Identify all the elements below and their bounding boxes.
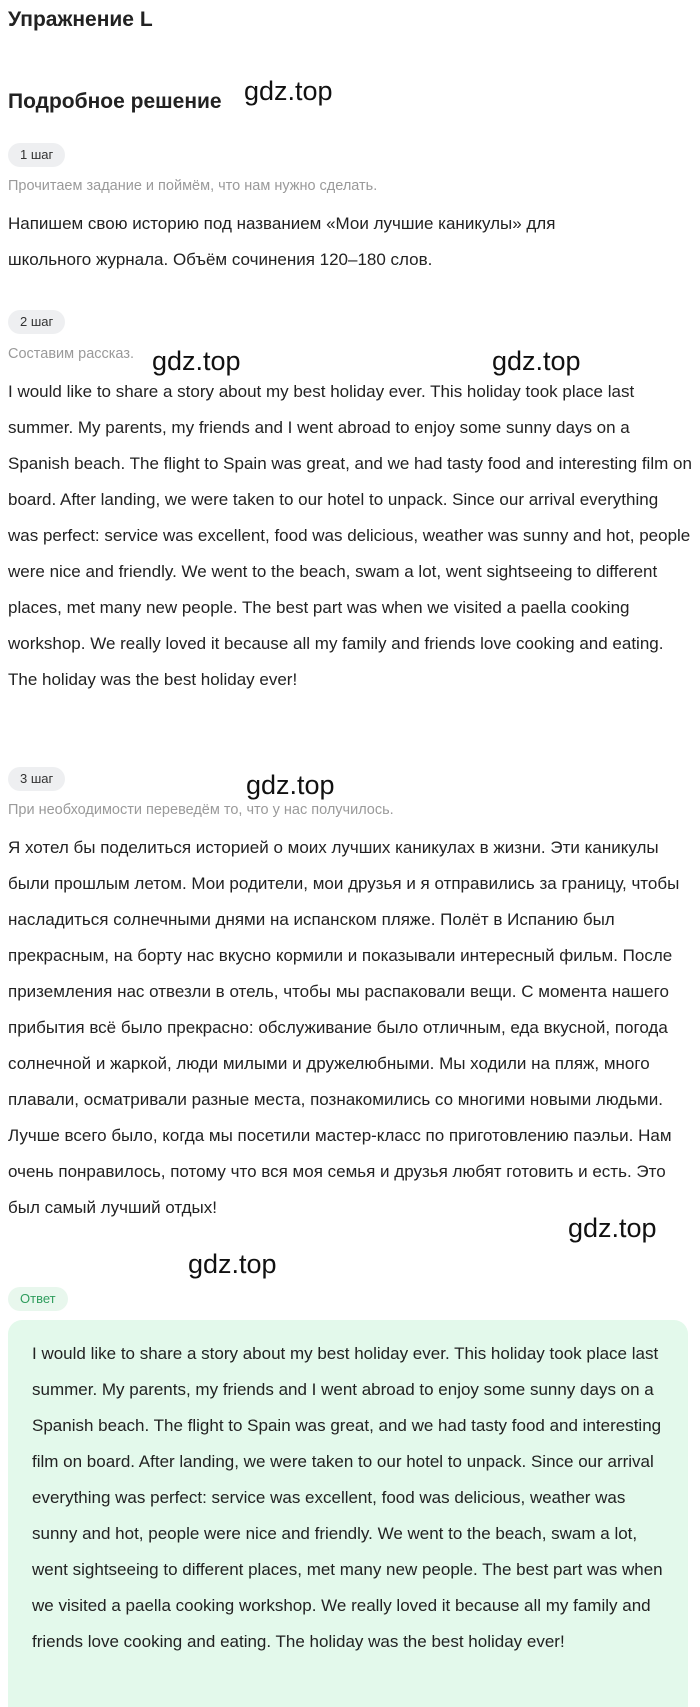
watermark: gdz.top [246, 770, 335, 800]
answer-badge: Ответ [8, 1287, 68, 1311]
step-3-badge: 3 шаг [8, 767, 65, 791]
step-3-hint: При необходимости переведём то, что у нас получилось. [8, 802, 394, 818]
step-1-hint: Прочитаем задание и поймём, что нам нужно сделать. [8, 178, 378, 194]
watermark: gdz.top [244, 76, 333, 106]
step-3-text: Я хотел бы поделиться историей о моих лучших каникулах в жизни. Эти каникулы были прошлым летом. Мои родители, мои друзья и я отправились за границу, чтобы насладиться солнечными днями на испанском пляже. Полёт в Испанию был прекрасным, на борту нас вкусно кормили и показывали интересный фильм. После приземления нас отвезли в отель, чтобы мы распаковали вещи. С момента нашего прибытия всё было прекрасно: обслуживание было отличным, еда вкусной, погода солнечной и жаркой, люди милыми и дружелюбными. Мы ходили на пляж, много плавали, осматривали разные места, познакомились со многими новыми людьми. Лучше всего было, когда мы посетили мастер-класс по приготовлению паэльи. Нам очень понравилось, потому что вся моя семья и друзья любят готовить и есть. Это был самый лучший отдых! [8, 838, 680, 1217]
step-1-text: Напишем свою историю под названием «Мои лучшие каникулы» для школьного журнала. Объём сочинения 120–180 слов. [8, 214, 556, 269]
step-2-badge: 2 шаг [8, 310, 65, 334]
answer-text: I would like to share a story about my best holiday ever. This holiday took place last summer. My parents, my friends and I went abroad to enjoy some sunny days on a Spanish beach. The flight to Spain was great, and we had tasty food and interesting film on board. After landing, we were taken to our hotel to unpack. Since our arrival everything was perfect: service was excellent, food was delicious, weather was sunny and hot, people were nice and friendly. We went to the beach, swam a lot, went sightseeing to different places, met many new people. The best part was when we visited a paella cooking workshop. We really loved it because all my family and friends love cooking and eating. The holiday was the best holiday ever! [32, 1344, 663, 1651]
watermark: gdz.top [152, 346, 241, 376]
step-2-text: I would like to share a story about my best holiday ever. This holiday took place last summer. My parents, my friends and I went abroad to enjoy some sunny days on a Spanish beach. The flight to Spain was great, and we had tasty food and interesting film on board. After landing, we were taken to our hotel to unpack. Since our arrival everything was perfect: service was excellent, food was delicious, weather was sunny and hot, people were nice and friendly. We went to the beach, swam a lot, went sightseeing to different places, met many new people. The best part was when we visited a paella cooking workshop. We really loved it because all my family and friends love cooking and eating. The holiday was the best holiday ever! [8, 382, 692, 689]
section-title: Подробное решение [8, 90, 222, 113]
watermark: gdz.top [568, 1213, 657, 1243]
exercise-title: Упражнение L [8, 8, 153, 31]
step-1-badge: 1 шаг [8, 143, 65, 167]
watermark: gdz.top [492, 346, 581, 376]
watermark: gdz.top [188, 1249, 277, 1279]
answer-box [8, 1320, 688, 1707]
step-2-hint: Составим рассказ. [8, 346, 134, 362]
